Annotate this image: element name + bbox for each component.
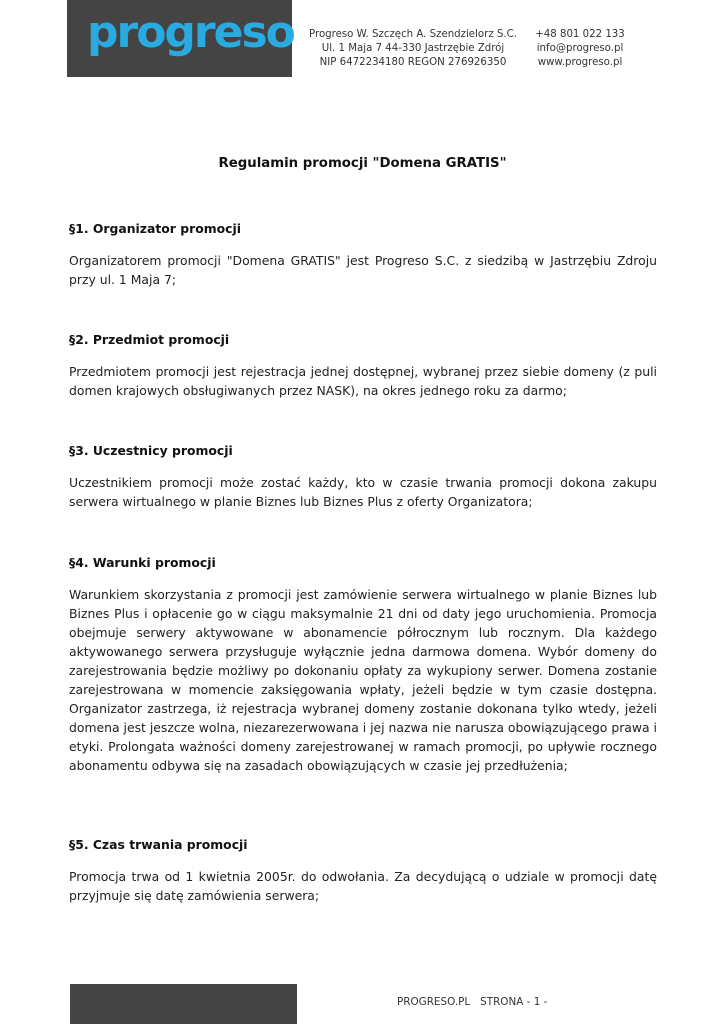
section-duration (69, 837, 657, 905)
section-subject (69, 332, 657, 400)
footer-block (70, 984, 297, 1024)
section-participants (69, 443, 657, 511)
company-registration: NIP 6472234180 REGON 276926350 (319, 57, 507, 68)
section-text: Warunkiem skorzystania z promocji jest zamówienie serwera wirtualnego w planie Biznes lub Biznes Plus i opłacenie go w ciągu maksymalnie 21 dni od daty jego uruchomienia. Promocja obejmuje serwery aktywowane w abonamencie półrocznym lub rocznym. Dla każdego aktywowanego serwera przysługuje wyłącznie jedna darmowa domena. Wybór domeny do zarejestrowania będzie możliwy po dokonaniu opłaty za wykupiony serwer. Domena zostanie zarejestrowana w momencie zaksięgowania wpłaty, jeżeli będzie w tym czasie dostępna. Organizator zastrzega, iż rejestracja wybranej domeny zostanie dokonana tylko wtedy, jeżeli domena jest jeszcze wolna, niezarezerwowana i jej nazwa nie narusza obowiązującego prawa i etyki. Prolongata ważności domeny zarejestrowanej w ramach promocji, po upływie rocznego abonamentu odbywa się na zasadach obowiązujących w czasie jej przedłużenia; (69, 587, 657, 773)
contact-phone: +48 801 022 133 (535, 29, 625, 40)
section-text: Przedmiotem promocji jest rejestracja jednej dostępnej, wybranej przez siebie domeny (z puli domen krajowych obsługiwanych przez NASK), na okres jednego roku za darmo; (69, 364, 657, 398)
company-name: Progreso W. Szczęch A. Szendzielorz S.C. (309, 29, 517, 40)
contact-website: www.progreso.pl (537, 57, 623, 68)
section-conditions (69, 555, 657, 775)
company-info (303, 28, 523, 70)
contact-email: info@progreso.pl (536, 43, 624, 54)
section-heading: §2. Przedmiot promocji (69, 332, 230, 347)
section-text: Uczestnikiem promocji może zostać każdy, kto w czasie trwania promocji dokona zakupu serwera wirtualnego w planie Biznes lub Biznes Plus z oferty Organizatora; (69, 475, 657, 509)
document-title: Regulamin promocji "Domena GRATIS" (218, 156, 507, 171)
section-heading: §3. Uczestnicy promocji (69, 443, 233, 458)
section-text: Promocja trwa od 1 kwietnia 2005r. do odwołania. Za decydującą o udziale w promocji datę przyjmuje się datę zamówienia serwera; (69, 869, 657, 903)
footer-page-label (397, 996, 547, 1008)
section-heading: §4. Warunki promocji (69, 555, 216, 570)
header-logo-block (67, 0, 292, 77)
section-organizer (69, 221, 657, 289)
contact-info (530, 28, 630, 70)
section-heading: §5. Czas trwania promocji (69, 837, 248, 852)
company-address: Ul. 1 Maja 7 44-330 Jastrzębie Zdrój (321, 43, 505, 54)
section-heading: §1. Organizator promocji (69, 221, 241, 236)
section-text: Organizatorem promocji "Domena GRATIS" jest Progreso S.C. z siedzibą w Jastrzębiu Zdroju przy ul. 1 Maja 7; (69, 253, 657, 287)
footer-page-number: STRONA - 1 - (480, 996, 548, 1008)
progreso-logo: progreso (87, 7, 294, 58)
footer-site: PROGRESO.PL (397, 996, 471, 1008)
